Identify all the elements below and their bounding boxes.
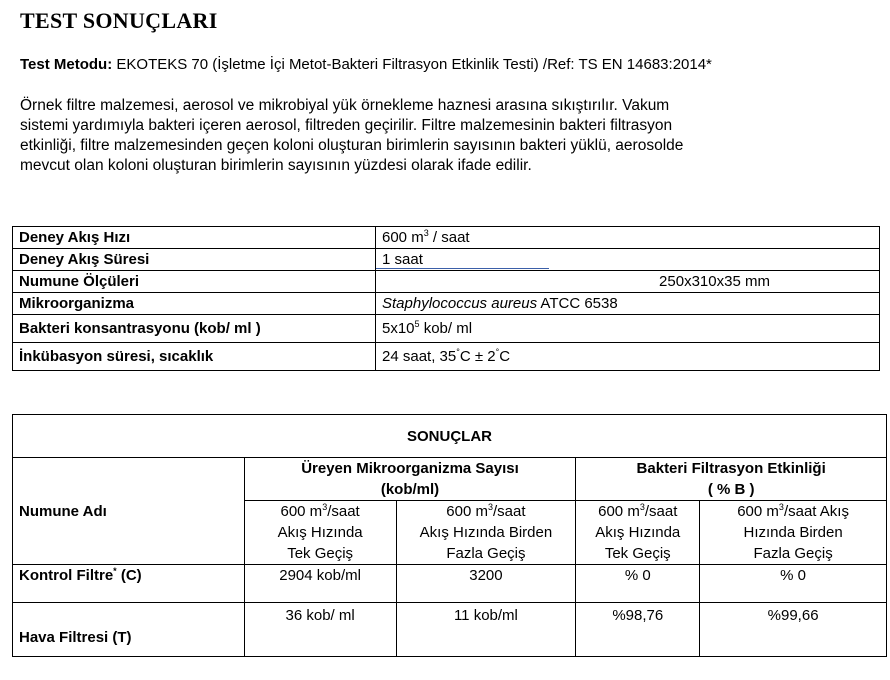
value-text: ATCC 6538 [537,294,618,312]
value-text: 5x10 [382,319,415,337]
page-title: TEST SONUÇLARI [20,8,218,33]
param-value [376,293,880,315]
description-line: mevcut olan koloni oluşturan birimlerin sayısının yüzdesi olarak ifade edilir. [20,157,532,174]
cell-eff-multi: %99,66 [700,603,887,657]
param-row-incubation [13,343,880,371]
param-value [376,227,880,249]
text: 600 m [446,503,488,520]
text: /saat [327,503,360,520]
superscript: 3 [639,502,645,512]
header-line: (kob/ml) [380,481,440,498]
test-method-label: Test Metodu: [20,56,113,73]
superscript: * [113,566,117,576]
param-row-sample-size [13,271,880,293]
sub-header-line: Tek Geçiş [287,545,354,562]
results-table [12,414,887,657]
sub-header-line [706,501,880,522]
param-label: İnkübasyon süresi, sıcaklık [13,343,376,371]
param-value: 250x310x35 mm [376,271,880,293]
param-label: Deney Akış Süresi [13,249,376,271]
cell-eff-multi: % 0 [700,565,887,603]
header-line: ( % B ) [707,481,755,498]
degree-sign: ° [456,346,460,357]
param-row-microorganism [13,293,880,315]
text: Kontrol Filtre [19,567,114,584]
value-text: 600 m [382,228,424,246]
value-text: 1 saat [382,250,423,268]
superscript: 3 [423,227,429,238]
test-parameters-table [12,226,880,371]
count-group-header [244,458,576,501]
underline-decoration [376,268,549,269]
text: /saat [493,503,526,520]
value-text: 24 saat, 35 [382,347,457,365]
param-label: Bakteri konsantrasyonu (kob/ ml ) [13,315,376,343]
results-title-row [13,415,887,458]
sub-header-line [403,501,570,522]
cell-count-multi: 3200 [396,565,576,603]
param-label: Mikroorganizma [13,293,376,315]
results-group-header-row [13,458,887,501]
value-text: kob/ ml [419,319,473,337]
cell-count-multi: 11 kob/ml [396,603,576,657]
param-row-concentration [13,315,880,343]
description-line: sistemi yardımıyla bakteri içeren aerosol, filtreden geçirilir. Filtre malzemesinin bakteri filtrasyon [20,117,673,134]
sub-header-line: Tek Geçiş [604,545,671,562]
param-value [376,343,880,371]
text: /saat Akış [783,503,849,520]
value-text: / saat [428,228,470,246]
efficiency-group-header [576,458,887,501]
degree-sign: ° [495,346,500,357]
cell-count-single: 36 kob/ ml [244,603,396,657]
cell-count-single: 2904 kob/ml [244,565,396,603]
superscript: 3 [778,502,784,512]
table-row [13,603,887,657]
row-label-control [13,565,245,603]
param-label: Deney Akış Hızı [13,227,376,249]
text: 600 m [737,503,779,520]
sub-header-line: Akış Hızında [595,524,681,541]
sub-header-line: Fazla Geçiş [446,545,526,562]
sub-header-eff-multi [700,501,887,565]
text: 600 m [598,503,640,520]
results-title: SONUÇLAR [13,415,887,458]
superscript: 5 [414,318,420,329]
param-label: Numune Ölçüleri [13,271,376,293]
sub-header-count-multi [396,501,576,565]
sub-header-line: Akış Hızında Birden [419,524,553,541]
superscript: 3 [488,502,494,512]
species-name: Staphylococcus aureus [382,294,538,312]
param-value [376,249,880,271]
text: /saat [644,503,678,520]
sub-header-line [251,501,390,522]
sample-name-header: Numune Adı [13,458,245,565]
description-line: etkinliği, filtre malzemesinden geçen koloni oluşturan birimlerin sayısının bakteri yüklü, aerosolde [20,137,684,154]
sub-header-line [582,501,693,522]
text: 600 m [280,503,323,520]
table-row [13,565,887,603]
cell-eff-single: % 0 [576,565,700,603]
value-text: C ± 2 [459,347,496,365]
sub-header-line: Akış Hızında [277,524,363,541]
superscript: 3 [322,502,328,512]
header-line: Üreyen Mikroorganizma Sayısı [301,460,519,477]
cell-eff-single: %98,76 [576,603,700,657]
value-text: C [499,347,511,365]
description-paragraph [20,96,880,176]
row-label-air-filter: Hava Filtresi (T) [13,603,245,657]
test-method [20,56,712,73]
sub-header-eff-single [576,501,700,565]
sub-header-line: Hızında Birden [743,524,843,541]
param-value [376,315,880,343]
text: (C) [116,567,142,584]
param-row-flow-rate [13,227,880,249]
header-line: Bakteri Filtrasyon Etkinliği [636,460,826,477]
sub-header-count-single [244,501,396,565]
param-row-flow-duration [13,249,880,271]
test-method-value: EKOTEKS 70 (İşletme İçi Metot-Bakteri Filtrasyon Etkinlik Testi) /Ref: TS EN 14683:2014* [112,56,712,73]
sub-header-line: Fazla Geçiş [753,545,833,562]
description-line: Örnek filtre malzemesi, aerosol ve mikrobiyal yük örnekleme haznesi arasına sıkıştırılır. Vakum [20,97,670,114]
